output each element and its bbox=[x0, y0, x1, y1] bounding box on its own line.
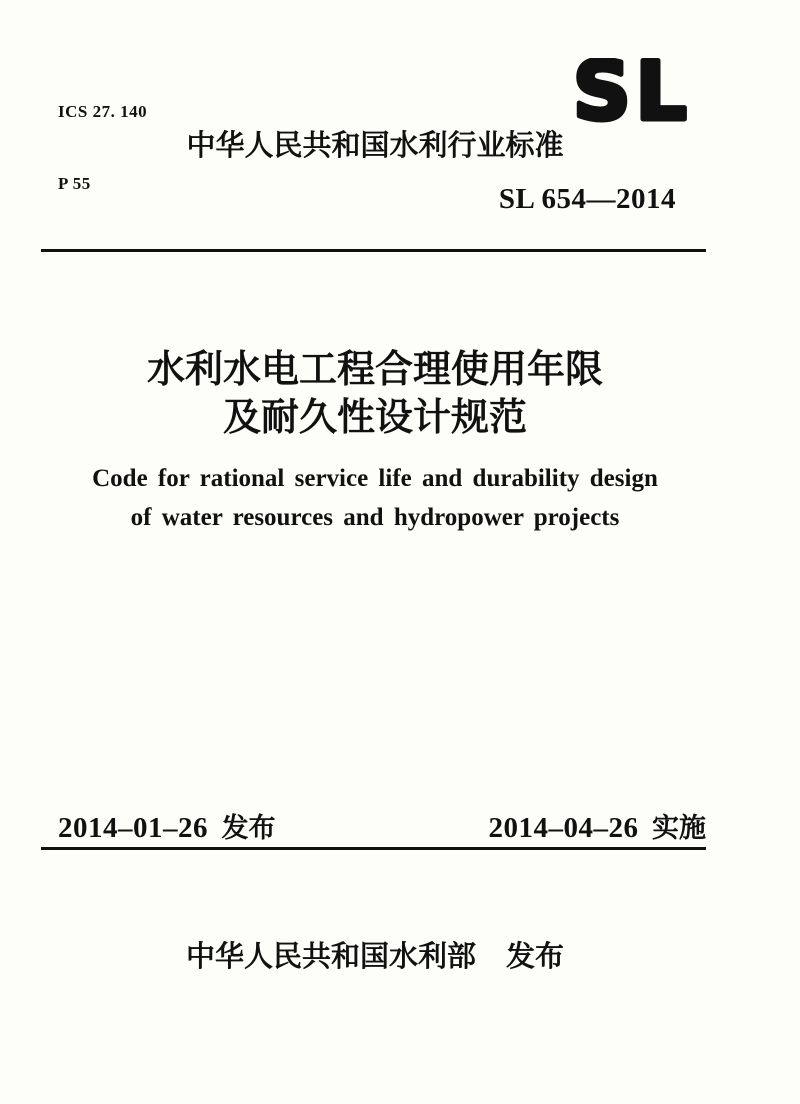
title-english-line2: of water resources and hydropower projects bbox=[130, 504, 620, 531]
title-english bbox=[40, 459, 710, 537]
issue-date: 2014–01–26 bbox=[58, 812, 208, 844]
top-divider bbox=[41, 249, 706, 252]
publisher-org: 中华人民共和国水利部 bbox=[185, 941, 476, 973]
standard-number: SL 654—2014 bbox=[498, 183, 676, 215]
publisher-line bbox=[40, 934, 710, 975]
title-chinese bbox=[40, 346, 710, 442]
ics-code: ICS 27. 140 bbox=[58, 102, 148, 121]
bottom-divider bbox=[41, 847, 706, 850]
standard-type-heading: 中华人民共和国水利行业标准 bbox=[186, 130, 564, 162]
sl-logo-text: SL bbox=[573, 58, 692, 126]
implement-date: 2014–04–26 bbox=[488, 812, 639, 844]
dates-row bbox=[41, 806, 706, 845]
sl-logo-icon bbox=[573, 58, 695, 126]
title-chinese-line1: 水利水电工程合理使用年限 bbox=[146, 349, 603, 391]
title-english-line1: Code for rational service life and durability design bbox=[92, 465, 658, 492]
implement-date-item bbox=[489, 806, 706, 845]
issue-date-item bbox=[58, 806, 275, 845]
issue-label: 发布 bbox=[221, 813, 276, 843]
doc-class-code: P 55 bbox=[58, 174, 91, 193]
publisher-action: 发布 bbox=[506, 941, 565, 973]
title-chinese-line2: 及耐久性设计规范 bbox=[222, 397, 527, 439]
implement-label: 实施 bbox=[652, 813, 706, 843]
